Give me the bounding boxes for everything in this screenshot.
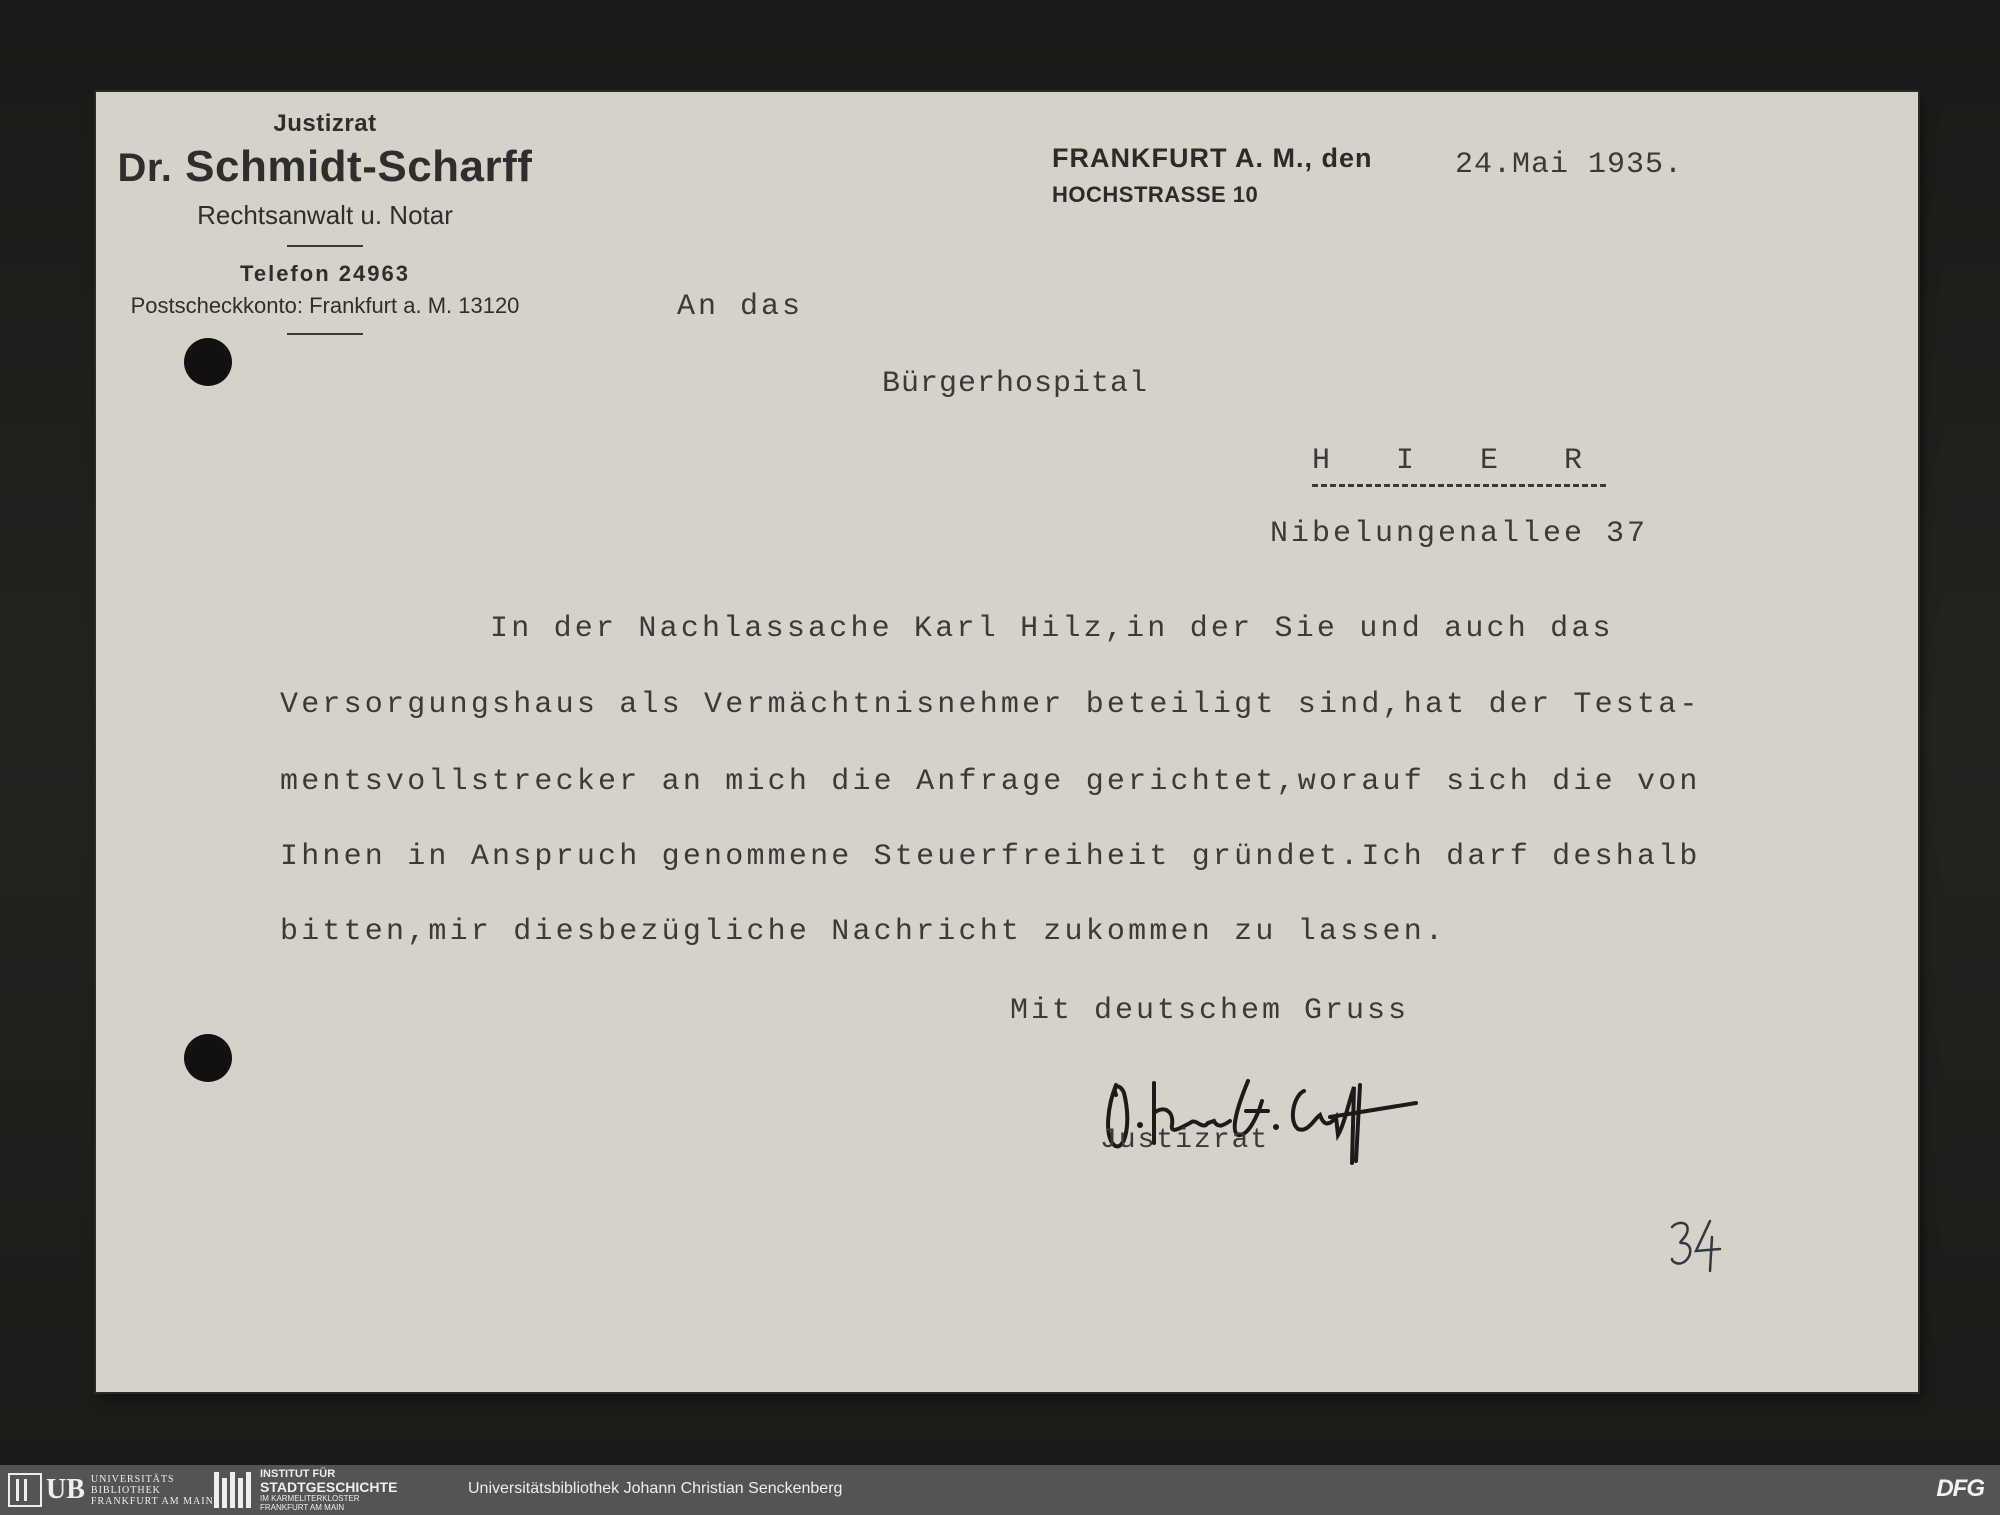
sender-street: HOCHSTRASSE 10 — [1052, 182, 1259, 207]
ub-logo-line-1: UNIVERSITÄTS — [90, 1473, 175, 1485]
sender-profession: Rechtsanwalt u. Notar — [197, 200, 453, 230]
ub-logo-text — [91, 1474, 214, 1507]
punch-hole-bottom — [184, 1034, 232, 1082]
ub-logo[interactable] — [8, 1473, 214, 1507]
sender-postal-account: Postscheckkonto: Frankfurt a. M. 13120 — [130, 293, 520, 318]
sender-city-line: FRANKFURT A. M., den — [1052, 143, 1373, 173]
sender-name-line — [110, 142, 540, 192]
isg-logo-line-4: FRANKFURT AM MAIN — [260, 1503, 345, 1512]
isg-logo-line-1: INSTITUT FÜR — [260, 1468, 336, 1480]
body-line-2: Versorgungshaus als Vermächtnisnehmer beteiligt sind,hat der Testa- — [280, 688, 1701, 722]
sender-name-prefix: Dr. — [117, 146, 173, 190]
ub-logo-line-3: FRANKFURT AM MAIN — [90, 1495, 214, 1507]
signature-title: Justizrat — [1100, 1125, 1270, 1156]
letterhead-divider-top — [287, 245, 363, 247]
recipient-line-3: H I E R — [1312, 444, 1606, 487]
closing-greeting: Mit deutschem Gruss — [1010, 994, 1410, 1028]
sender-phone: Telefon 24963 — [240, 261, 410, 286]
body-line-5: bitten,mir diesbezügliche Nachricht zukommen zu lassen. — [280, 915, 1447, 949]
body-line-1: In der Nachlassache Karl Hilz,in der Sie und auch das — [490, 612, 1614, 646]
isg-logo[interactable] — [212, 1468, 398, 1512]
ub-emblem-icon — [8, 1473, 42, 1507]
recipient-line-2: Bürgerhospital — [882, 367, 1149, 401]
sender-name: Schmidt-Scharff — [185, 142, 533, 191]
body-line-4: Ihnen in Anspruch genommene Steuerfreiheit gründet.Ich darf deshalb — [280, 840, 1701, 874]
letterhead-location — [1052, 143, 1372, 208]
sender-title: Justizrat — [273, 110, 377, 137]
isg-logo-line-3: IM KARMELITERKLOSTER — [260, 1494, 360, 1503]
footer-credit-link[interactable]: Universitätsbibliothek Johann Christian Senckenberg — [468, 1480, 843, 1497]
isg-logo-text — [260, 1468, 397, 1512]
handwritten-signature — [1098, 1065, 1428, 1175]
footer-bar — [0, 1465, 2000, 1515]
body-line-3: mentsvollstrecker an mich die Anfrage gerichtet,worauf sich die von — [280, 765, 1701, 799]
letterhead-divider-bottom — [287, 333, 363, 335]
letter-date: 24.Mai 1935. — [1455, 148, 1684, 182]
archive-page-number — [1666, 1213, 1726, 1273]
isg-logo-line-2: STADTGESCHICHTE — [260, 1479, 398, 1495]
dfg-logo[interactable]: DFG — [1936, 1475, 1984, 1502]
isg-emblem-icon — [212, 1472, 252, 1508]
ub-logo-abbr: UB — [46, 1474, 85, 1505]
ub-logo-line-2: BIBLIOTHEK — [90, 1484, 161, 1496]
recipient-line-1: An das — [677, 290, 804, 324]
letterhead-sender — [110, 110, 540, 349]
recipient-line-4: Nibelungenallee 37 — [1270, 517, 1649, 551]
